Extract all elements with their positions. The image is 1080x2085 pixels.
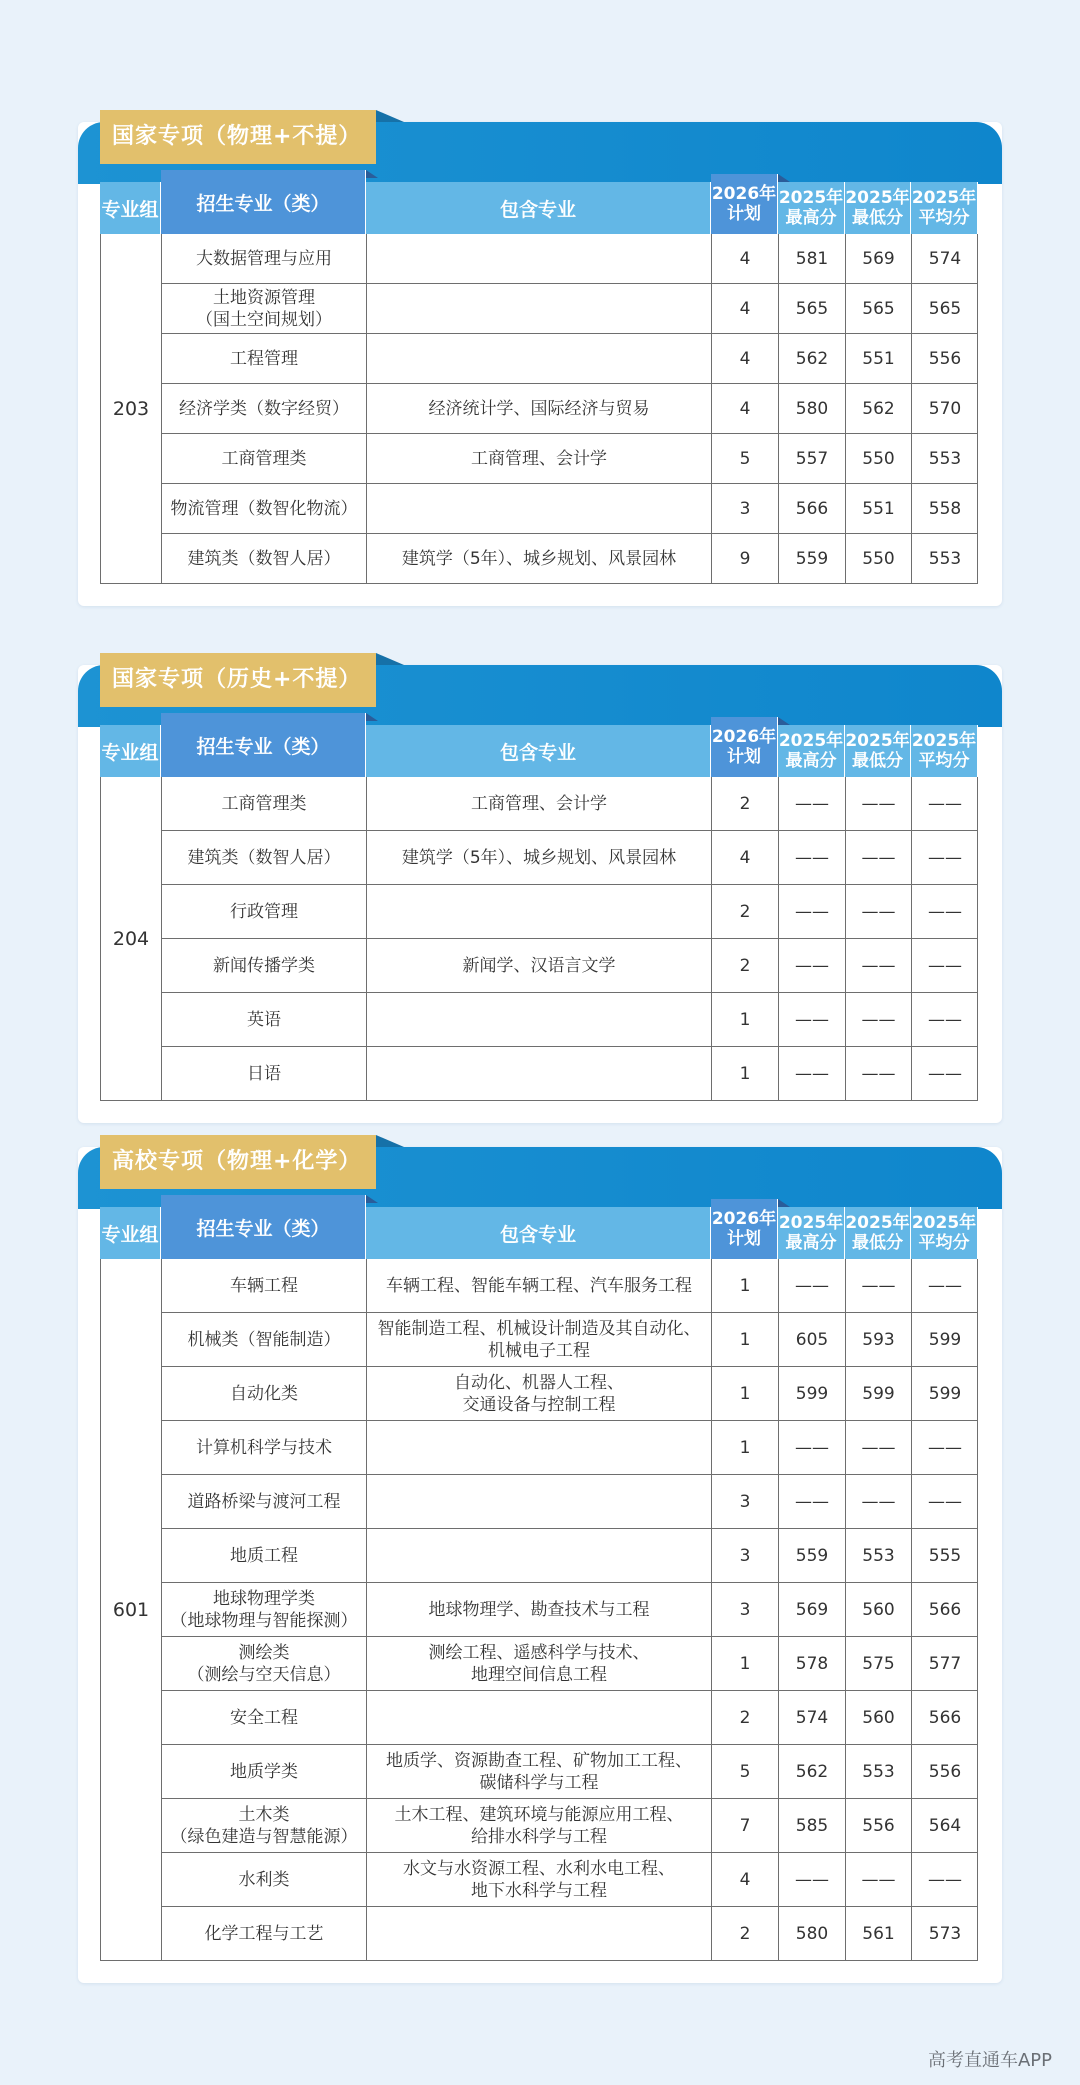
cell-max: 585 [779,1799,846,1852]
cell-major: 地质学类 [162,1745,367,1798]
cell-includes [367,234,712,283]
cell-major: 测绘类 （测绘与空天信息） [162,1637,367,1690]
cell-min: —— [846,777,912,830]
table-row [162,1259,978,1313]
cell-includes: 经济统计学、国际经济与贸易 [367,384,712,433]
cell-plan: 2 [712,1907,779,1961]
cell-avg: 564 [928,1815,962,1836]
table-row [162,434,978,484]
header-min: 2025年 最低分 [845,182,911,234]
cell-avg: —— [928,955,962,976]
cell-plan: 3 [712,1583,779,1636]
cell-plan: 9 [712,534,779,584]
cell-max: —— [779,1259,846,1312]
header-avg: 2025年 平均分 [911,182,978,234]
cell-max: —— [779,831,846,884]
cell-plan: 3 [712,1529,779,1582]
table-row [162,1313,978,1367]
table-row [162,993,978,1047]
cell-avg: 599 [928,1383,962,1404]
cell-max: —— [779,939,846,992]
table-row [162,831,978,885]
cell-plan: 4 [712,234,779,283]
cell-avg: 599 [928,1329,962,1350]
header-notch [778,717,790,725]
cell-plan: 3 [712,484,779,533]
cell-major: 计算机科学与技术 [162,1421,367,1474]
cell-plan: 2 [712,885,779,938]
table-row [162,284,978,334]
cell-max: 557 [779,434,846,483]
cell-avg: 553 [928,549,962,569]
table-row [162,1475,978,1529]
cell-includes: 工商管理、会计学 [367,777,712,830]
cell-includes [367,284,712,333]
section-title: 国家专项（历史+不提） [100,653,376,707]
cell-includes [367,484,712,533]
header-group: 专业组 [100,182,161,234]
cell-plan: 3 [712,1475,779,1528]
cell-max: —— [779,777,846,830]
header-notch [366,713,378,721]
header-max: 2025年 最高分 [778,725,845,777]
cell-min: 551 [846,334,912,383]
section-title: 高校专项（物理+化学） [100,1135,376,1189]
cell-includes [367,1047,712,1101]
cell-avg: —— [928,1437,962,1458]
cell-min: 599 [846,1367,912,1420]
cell-major: 土地资源管理 （国土空间规划） [162,284,367,333]
cell-max: 580 [779,384,846,433]
table-body [100,234,978,584]
cell-plan: 4 [712,334,779,383]
header-plan: 2026年 计划 [711,174,778,234]
cell-min: 593 [846,1313,912,1366]
cell-plan: 4 [712,1853,779,1906]
cell-avg: 555 [928,1545,962,1566]
cell-max: 562 [779,1745,846,1798]
header-max: 2025年 最高分 [778,1207,845,1259]
table-row [162,234,978,284]
cell-major: 车辆工程 [162,1259,367,1312]
table-row [162,384,978,434]
cell-plan: 1 [712,993,779,1046]
table-row [162,334,978,384]
cell-plan: 5 [712,1745,779,1798]
table-header [100,717,978,777]
cell-plan: 4 [712,284,779,333]
cell-includes [367,1421,712,1474]
header-plan: 2026年 计划 [711,717,778,777]
cell-max: —— [779,885,846,938]
cell-min: —— [846,993,912,1046]
cell-major: 水利类 [162,1853,367,1906]
cell-avg: 556 [928,1761,962,1782]
header-group: 专业组 [100,1207,161,1259]
table-row [162,1907,978,1961]
cell-major: 工程管理 [162,334,367,383]
cell-major: 工商管理类 [162,777,367,830]
cell-min: 560 [846,1691,912,1744]
cell-avg: —— [928,901,962,922]
cell-includes: 工商管理、会计学 [367,434,712,483]
cell-includes: 地质学、资源勘查工程、矿物加工工程、 碳储科学与工程 [367,1745,712,1798]
section-card-204 [78,665,1002,1123]
cell-min: —— [846,1047,912,1101]
table-row [162,1853,978,1907]
cell-avg: 573 [928,1924,962,1944]
section-card-203 [78,122,1002,606]
header-includes: 包含专业 [366,182,711,234]
cell-min: —— [846,885,912,938]
cell-plan: 2 [712,1691,779,1744]
cell-includes [367,1907,712,1961]
cell-avg: —— [928,1064,962,1084]
cell-major: 安全工程 [162,1691,367,1744]
cell-max: 562 [779,334,846,383]
cell-includes: 自动化、机器人工程、 交通设备与控制工程 [367,1367,712,1420]
cell-includes [367,1529,712,1582]
table-row [162,484,978,534]
cell-major: 自动化类 [162,1367,367,1420]
cell-plan: 1 [712,1259,779,1312]
cell-min: —— [846,1421,912,1474]
header-includes: 包含专业 [366,1207,711,1259]
cell-avg: —— [928,1491,962,1512]
cell-plan: 4 [712,384,779,433]
cell-avg: 577 [928,1653,962,1674]
table-row [162,1421,978,1475]
cell-avg: —— [928,1009,962,1030]
tab-fold [376,653,404,665]
header-major: 招生专业（类） [161,713,366,777]
header-max: 2025年 最高分 [778,182,845,234]
cell-includes: 测绘工程、遥感科学与技术、 地理空间信息工程 [367,1637,712,1690]
cell-major: 地球物理学类 （地球物理与智能探测） [162,1583,367,1636]
cell-avg: 566 [928,1599,962,1620]
cell-major: 新闻传播学类 [162,939,367,992]
cell-includes: 水文与水资源工程、水利水电工程、 地下水科学与工程 [367,1853,712,1906]
cell-major: 土木类 （绿色建造与智慧能源） [162,1799,367,1852]
header-plan: 2026年 计划 [711,1199,778,1259]
cell-max: 574 [779,1691,846,1744]
cell-avg: 566 [928,1707,962,1728]
cell-max: —— [779,1421,846,1474]
cell-major: 工商管理类 [162,434,367,483]
cell-max: 565 [779,284,846,333]
cell-max: —— [779,993,846,1046]
cell-major: 行政管理 [162,885,367,938]
cell-plan: 1 [712,1313,779,1366]
cell-plan: 2 [712,939,779,992]
group-code: 204 [101,777,162,1101]
cell-min: 553 [846,1745,912,1798]
table-header [100,174,978,234]
cell-min: 569 [846,234,912,283]
cell-includes [367,885,712,938]
cell-max: 605 [779,1313,846,1366]
cell-major: 日语 [162,1047,367,1101]
header-major: 招生专业（类） [161,170,366,234]
header-notch [366,170,378,178]
cell-max: 566 [779,484,846,533]
cell-min: —— [846,939,912,992]
cell-includes [367,1691,712,1744]
cell-min: 550 [846,434,912,483]
cell-plan: 4 [712,831,779,884]
header-notch [778,1199,790,1207]
cell-includes: 土木工程、建筑环境与能源应用工程、 给排水科学与工程 [367,1799,712,1852]
header-avg: 2025年 平均分 [911,725,978,777]
cell-includes: 新闻学、汉语言文学 [367,939,712,992]
cell-max: 559 [779,1529,846,1582]
table-row [162,1799,978,1853]
cell-major: 地质工程 [162,1529,367,1582]
cell-avg: 556 [928,348,962,369]
table-body [100,1259,978,1961]
cell-max: —— [779,1475,846,1528]
header-major: 招生专业（类） [161,1195,366,1259]
table-row [162,939,978,993]
watermark: 高考直通车APP [927,2050,1052,2071]
header-min: 2025年 最低分 [845,725,911,777]
cell-major: 英语 [162,993,367,1046]
cell-min: 560 [846,1583,912,1636]
cell-major: 经济学类（数字经贸） [162,384,367,433]
cell-major: 大数据管理与应用 [162,234,367,283]
cell-max: —— [779,1853,846,1906]
cell-plan: 1 [712,1047,779,1101]
cell-plan: 1 [712,1367,779,1420]
table-row [162,1637,978,1691]
cell-includes: 智能制造工程、机械设计制造及其自动化、 机械电子工程 [367,1313,712,1366]
table-row [162,1583,978,1637]
cell-avg: —— [928,847,962,868]
table-row [162,777,978,831]
cell-includes [367,1475,712,1528]
header-includes: 包含专业 [366,725,711,777]
cell-min: 553 [846,1529,912,1582]
cell-major: 道路桥梁与渡河工程 [162,1475,367,1528]
header-notch [778,174,790,182]
table-body [100,777,978,1101]
table-row [162,885,978,939]
cell-avg: 565 [928,298,962,319]
cell-avg: 570 [928,398,962,419]
header-avg: 2025年 平均分 [911,1207,978,1259]
cell-plan: 1 [712,1421,779,1474]
tab-fold [376,1135,404,1147]
tab-fold [376,110,404,122]
header-group: 专业组 [100,725,161,777]
cell-min: 562 [846,384,912,433]
cell-avg: 558 [928,498,962,519]
table-row [162,534,978,584]
cell-plan: 5 [712,434,779,483]
table-header [100,1199,978,1259]
cell-includes [367,993,712,1046]
cell-major: 机械类（智能制造） [162,1313,367,1366]
cell-max: 559 [779,534,846,584]
group-code: 203 [101,234,162,584]
table-row [162,1691,978,1745]
group-code: 601 [101,1259,162,1961]
cell-major: 物流管理（数智化物流） [162,484,367,533]
cell-max: 581 [779,234,846,283]
cell-plan: 2 [712,777,779,830]
cell-avg: —— [928,1275,962,1296]
header-min: 2025年 最低分 [845,1207,911,1259]
cell-major: 建筑类（数智人居） [162,534,367,584]
section-title: 国家专项（物理+不提） [100,110,376,164]
cell-max: 599 [779,1367,846,1420]
cell-min: 565 [846,284,912,333]
cell-plan: 1 [712,1637,779,1690]
cell-min: 551 [846,484,912,533]
cell-min: —— [846,1853,912,1906]
cell-max: —— [779,1047,846,1101]
cell-max: 578 [779,1637,846,1690]
cell-major: 建筑类（数智人居） [162,831,367,884]
cell-min: 561 [846,1907,912,1961]
cell-major: 化学工程与工艺 [162,1907,367,1961]
cell-avg: —— [928,793,962,814]
cell-min: —— [846,831,912,884]
cell-max: 580 [779,1907,846,1961]
cell-includes [367,334,712,383]
table-row [162,1367,978,1421]
cell-min: 550 [846,534,912,584]
table-row [162,1745,978,1799]
cell-min: —— [846,1259,912,1312]
cell-includes: 建筑学（5年）、城乡规划、风景园林 [367,831,712,884]
cell-avg: 574 [928,248,962,269]
cell-avg: 553 [928,448,962,469]
cell-max: 569 [779,1583,846,1636]
table-row [162,1529,978,1583]
cell-includes: 地球物理学、勘查技术与工程 [367,1583,712,1636]
section-card-601 [78,1147,1002,1983]
cell-min: —— [846,1475,912,1528]
cell-includes: 车辆工程、智能车辆工程、汽车服务工程 [367,1259,712,1312]
table-row [162,1047,978,1101]
cell-avg: —— [928,1869,962,1890]
cell-min: 575 [846,1637,912,1690]
header-notch [366,1195,378,1203]
cell-includes: 建筑学（5年）、城乡规划、风景园林 [367,534,712,584]
cell-plan: 7 [712,1799,779,1852]
cell-min: 556 [846,1799,912,1852]
